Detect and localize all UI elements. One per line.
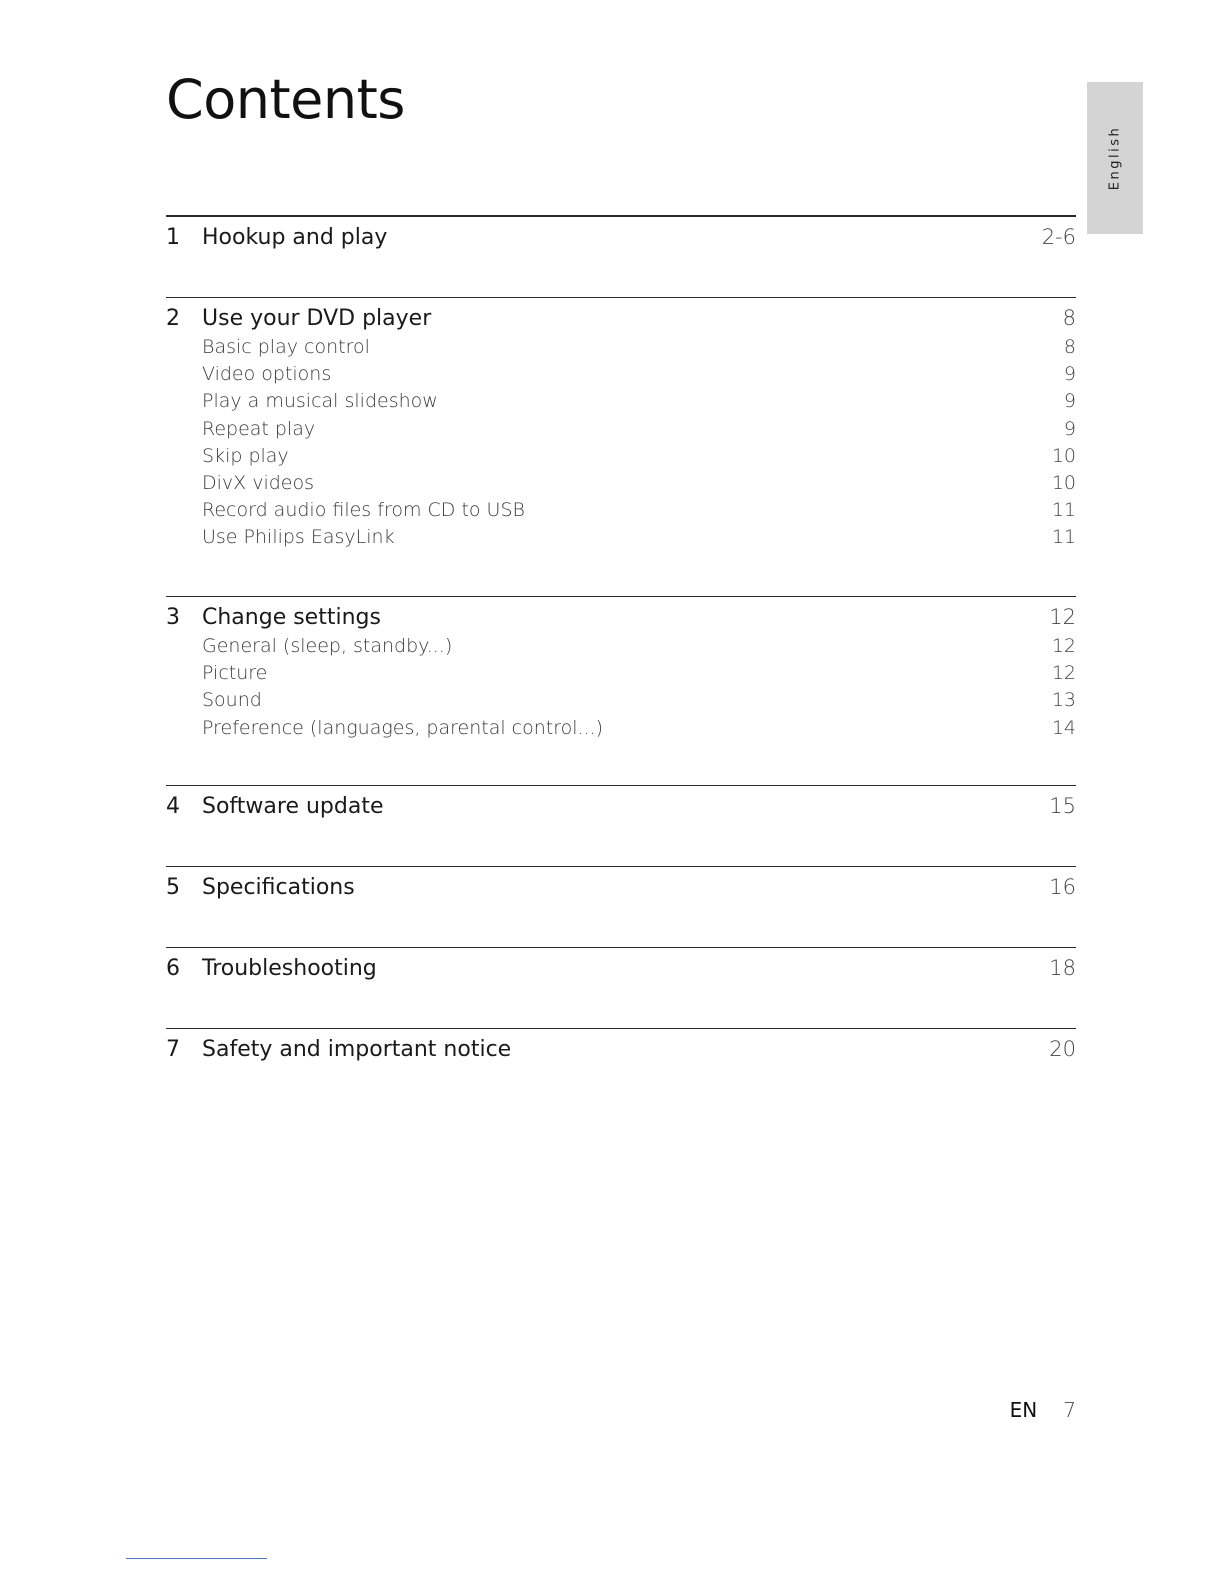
entry-title[interactable]: Basic play control xyxy=(202,336,370,358)
section-number: 6 xyxy=(166,956,180,981)
toc-section-heading[interactable] xyxy=(166,605,1076,635)
entry-page: 12 xyxy=(1051,662,1076,685)
toc-entry[interactable] xyxy=(166,418,1076,445)
toc-section-heading[interactable] xyxy=(166,794,1076,824)
section-number: 5 xyxy=(166,875,180,900)
entry-page: 14 xyxy=(1051,716,1076,739)
section-number: 2 xyxy=(166,306,180,331)
toc-entry[interactable] xyxy=(166,635,1076,662)
toc-entry[interactable] xyxy=(166,445,1076,472)
section-title[interactable]: Safety and important notice xyxy=(202,1037,512,1062)
section-title[interactable]: Use your DVD player xyxy=(202,306,432,331)
section-page: 16 xyxy=(1049,875,1076,899)
section-title[interactable]: Software update xyxy=(202,794,384,819)
entry-page: 10 xyxy=(1051,471,1076,494)
entry-page: 10 xyxy=(1051,444,1076,467)
section-number: 3 xyxy=(166,605,180,630)
toc-entry[interactable] xyxy=(166,472,1076,499)
entry-title[interactable]: Repeat play xyxy=(202,417,316,440)
section-page: 15 xyxy=(1049,794,1076,818)
toc-entry[interactable] xyxy=(166,336,1076,363)
toc-entry[interactable] xyxy=(166,689,1076,716)
page-title: Contents xyxy=(166,68,405,131)
entry-title[interactable]: General (sleep, standby...) xyxy=(202,635,453,657)
toc-section xyxy=(166,785,1076,866)
footer-language: EN xyxy=(1009,1398,1038,1422)
toc-entry[interactable] xyxy=(166,662,1076,689)
entry-page: 12 xyxy=(1051,635,1076,657)
entry-title[interactable]: Preference (languages, parental control...) xyxy=(202,716,604,739)
toc-section-heading[interactable] xyxy=(166,1037,1076,1067)
section-title[interactable]: Change settings xyxy=(202,605,381,630)
entry-page: 9 xyxy=(1063,417,1076,440)
toc-section xyxy=(166,947,1076,1028)
table-of-contents xyxy=(166,215,1076,1109)
section-number: 7 xyxy=(166,1037,180,1062)
toc-section-heading[interactable] xyxy=(166,875,1076,905)
bottom-divider xyxy=(126,1558,267,1559)
section-number: 1 xyxy=(166,225,180,250)
entry-page: 8 xyxy=(1063,336,1076,358)
toc-section-heading[interactable] xyxy=(166,956,1076,986)
toc-entry[interactable] xyxy=(166,526,1076,553)
toc-entry[interactable] xyxy=(166,363,1076,390)
page-footer xyxy=(1010,1398,1076,1422)
entry-title[interactable]: Video options xyxy=(202,363,332,386)
toc-entry[interactable] xyxy=(166,390,1076,417)
toc-section xyxy=(166,1028,1076,1109)
toc-section-heading[interactable] xyxy=(166,306,1076,336)
entry-title[interactable]: Record audio files from CD to USB xyxy=(202,499,525,522)
toc-section xyxy=(166,297,1076,596)
section-page: 12 xyxy=(1049,605,1076,629)
toc-section xyxy=(166,866,1076,947)
toc-section xyxy=(166,596,1076,785)
section-number: 4 xyxy=(166,794,180,819)
toc-entry[interactable] xyxy=(166,717,1076,744)
entry-page: 13 xyxy=(1051,689,1076,712)
section-page: 2-6 xyxy=(1041,225,1076,249)
entry-title[interactable]: Use Philips EasyLink xyxy=(202,526,395,549)
entry-title[interactable]: Sound xyxy=(202,689,262,712)
language-tab xyxy=(1087,82,1143,234)
entry-page: 9 xyxy=(1063,390,1076,413)
toc-entry[interactable] xyxy=(166,499,1076,526)
language-tab-label: English xyxy=(1107,125,1123,191)
entry-title[interactable]: Picture xyxy=(202,662,268,685)
toc-section-heading[interactable] xyxy=(166,225,1076,255)
section-page: 8 xyxy=(1062,306,1076,330)
entry-page: 11 xyxy=(1051,526,1076,549)
entry-page: 9 xyxy=(1063,363,1076,386)
entry-title[interactable]: Play a musical slideshow xyxy=(202,390,438,413)
section-page: 18 xyxy=(1049,956,1076,980)
entry-page: 11 xyxy=(1051,499,1076,522)
toc-section xyxy=(166,215,1076,297)
section-page: 20 xyxy=(1049,1037,1076,1061)
footer-page-number: 7 xyxy=(1063,1398,1076,1422)
entry-title[interactable]: Skip play xyxy=(202,444,289,467)
section-title[interactable]: Hookup and play xyxy=(202,225,388,250)
entry-title[interactable]: DivX videos xyxy=(202,471,315,494)
section-title[interactable]: Troubleshooting xyxy=(202,956,377,981)
section-title[interactable]: Specifications xyxy=(202,875,355,900)
